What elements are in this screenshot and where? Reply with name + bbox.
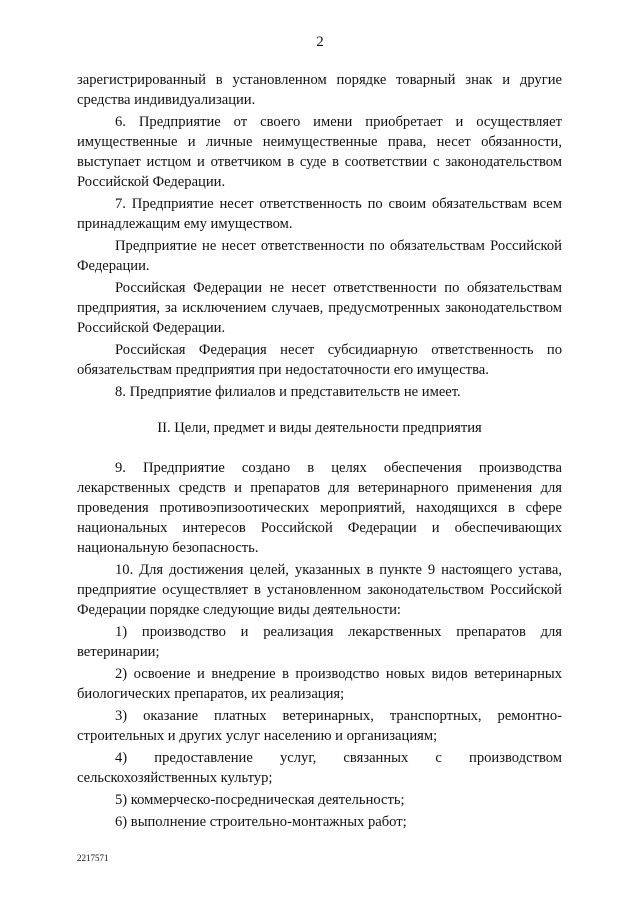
paragraph-item-8: 8. Предприятие филиалов и представительств не имеет. xyxy=(115,384,461,400)
page-number: 2 xyxy=(316,34,324,50)
list-item-3: 3) оказание платных ветеринарных, транспортных, ремонтно-строительных и других услуг населению и организациям; xyxy=(77,708,562,744)
list-item-6: 6) выполнение строительно-монтажных работ; xyxy=(115,814,407,830)
list-item-4: 4) предоставление услуг, связанных с производством сельскохозяйственных культур; xyxy=(77,750,562,786)
document-code: 2217571 xyxy=(77,853,109,863)
section-heading: II. Цели, предмет и виды деятельности предприятия xyxy=(157,420,482,436)
paragraph-item-10: 10. Для достижения целей, указанных в пункте 9 настоящего устава, предприятие осуществляет в установленном законодательством Российской Федерации порядке следующие виды деятельности: xyxy=(77,562,562,618)
document-body xyxy=(77,70,562,834)
list-item-5: 5) коммерческо-посредническая деятельность; xyxy=(115,792,405,808)
paragraph-item-7: 7. Предприятие несет ответственность по своим обязательствам всем принадлежащим ему имуществом. xyxy=(77,196,562,232)
paragraph-continuation: зарегистрированный в установленном порядке товарный знак и другие средства индивидуализации. xyxy=(77,72,562,108)
paragraph-item-9: 9. Предприятие создано в целях обеспечения производства лекарственных средств и препаратов для ветеринарного применения для проведения противоэпизоотических мероприятий, находящихся в сфере национальных интересов Российской Федерации и обеспечивающих национальную безопасность. xyxy=(77,460,562,556)
paragraph-item-6: 6. Предприятие от своего имени приобретает и осуществляет имущественные и личные неимущественные права, несет обязанности, выступает истцом и ответчиком в суде в соответствии с законодательством Российской Федерации. xyxy=(77,114,562,190)
list-item-2: 2) освоение и внедрение в производство новых видов ветеринарных биологических препаратов, их реализация; xyxy=(77,666,562,702)
paragraph-federation-liability: Российская Федерации не несет ответственности по обязательствам предприятия, за исключением случаев, предусмотренных законодательством Российской Федерации. xyxy=(77,280,562,336)
list-item-1: 1) производство и реализация лекарственных препаратов для ветеринарии; xyxy=(77,624,562,660)
paragraph-state-liability: Предприятие не несет ответственности по обязательствам Российской Федерации. xyxy=(77,238,562,274)
paragraph-subsidiary-liability: Российская Федерация несет субсидиарную ответственность по обязательствам предприятия при недостаточности его имущества. xyxy=(77,342,562,378)
